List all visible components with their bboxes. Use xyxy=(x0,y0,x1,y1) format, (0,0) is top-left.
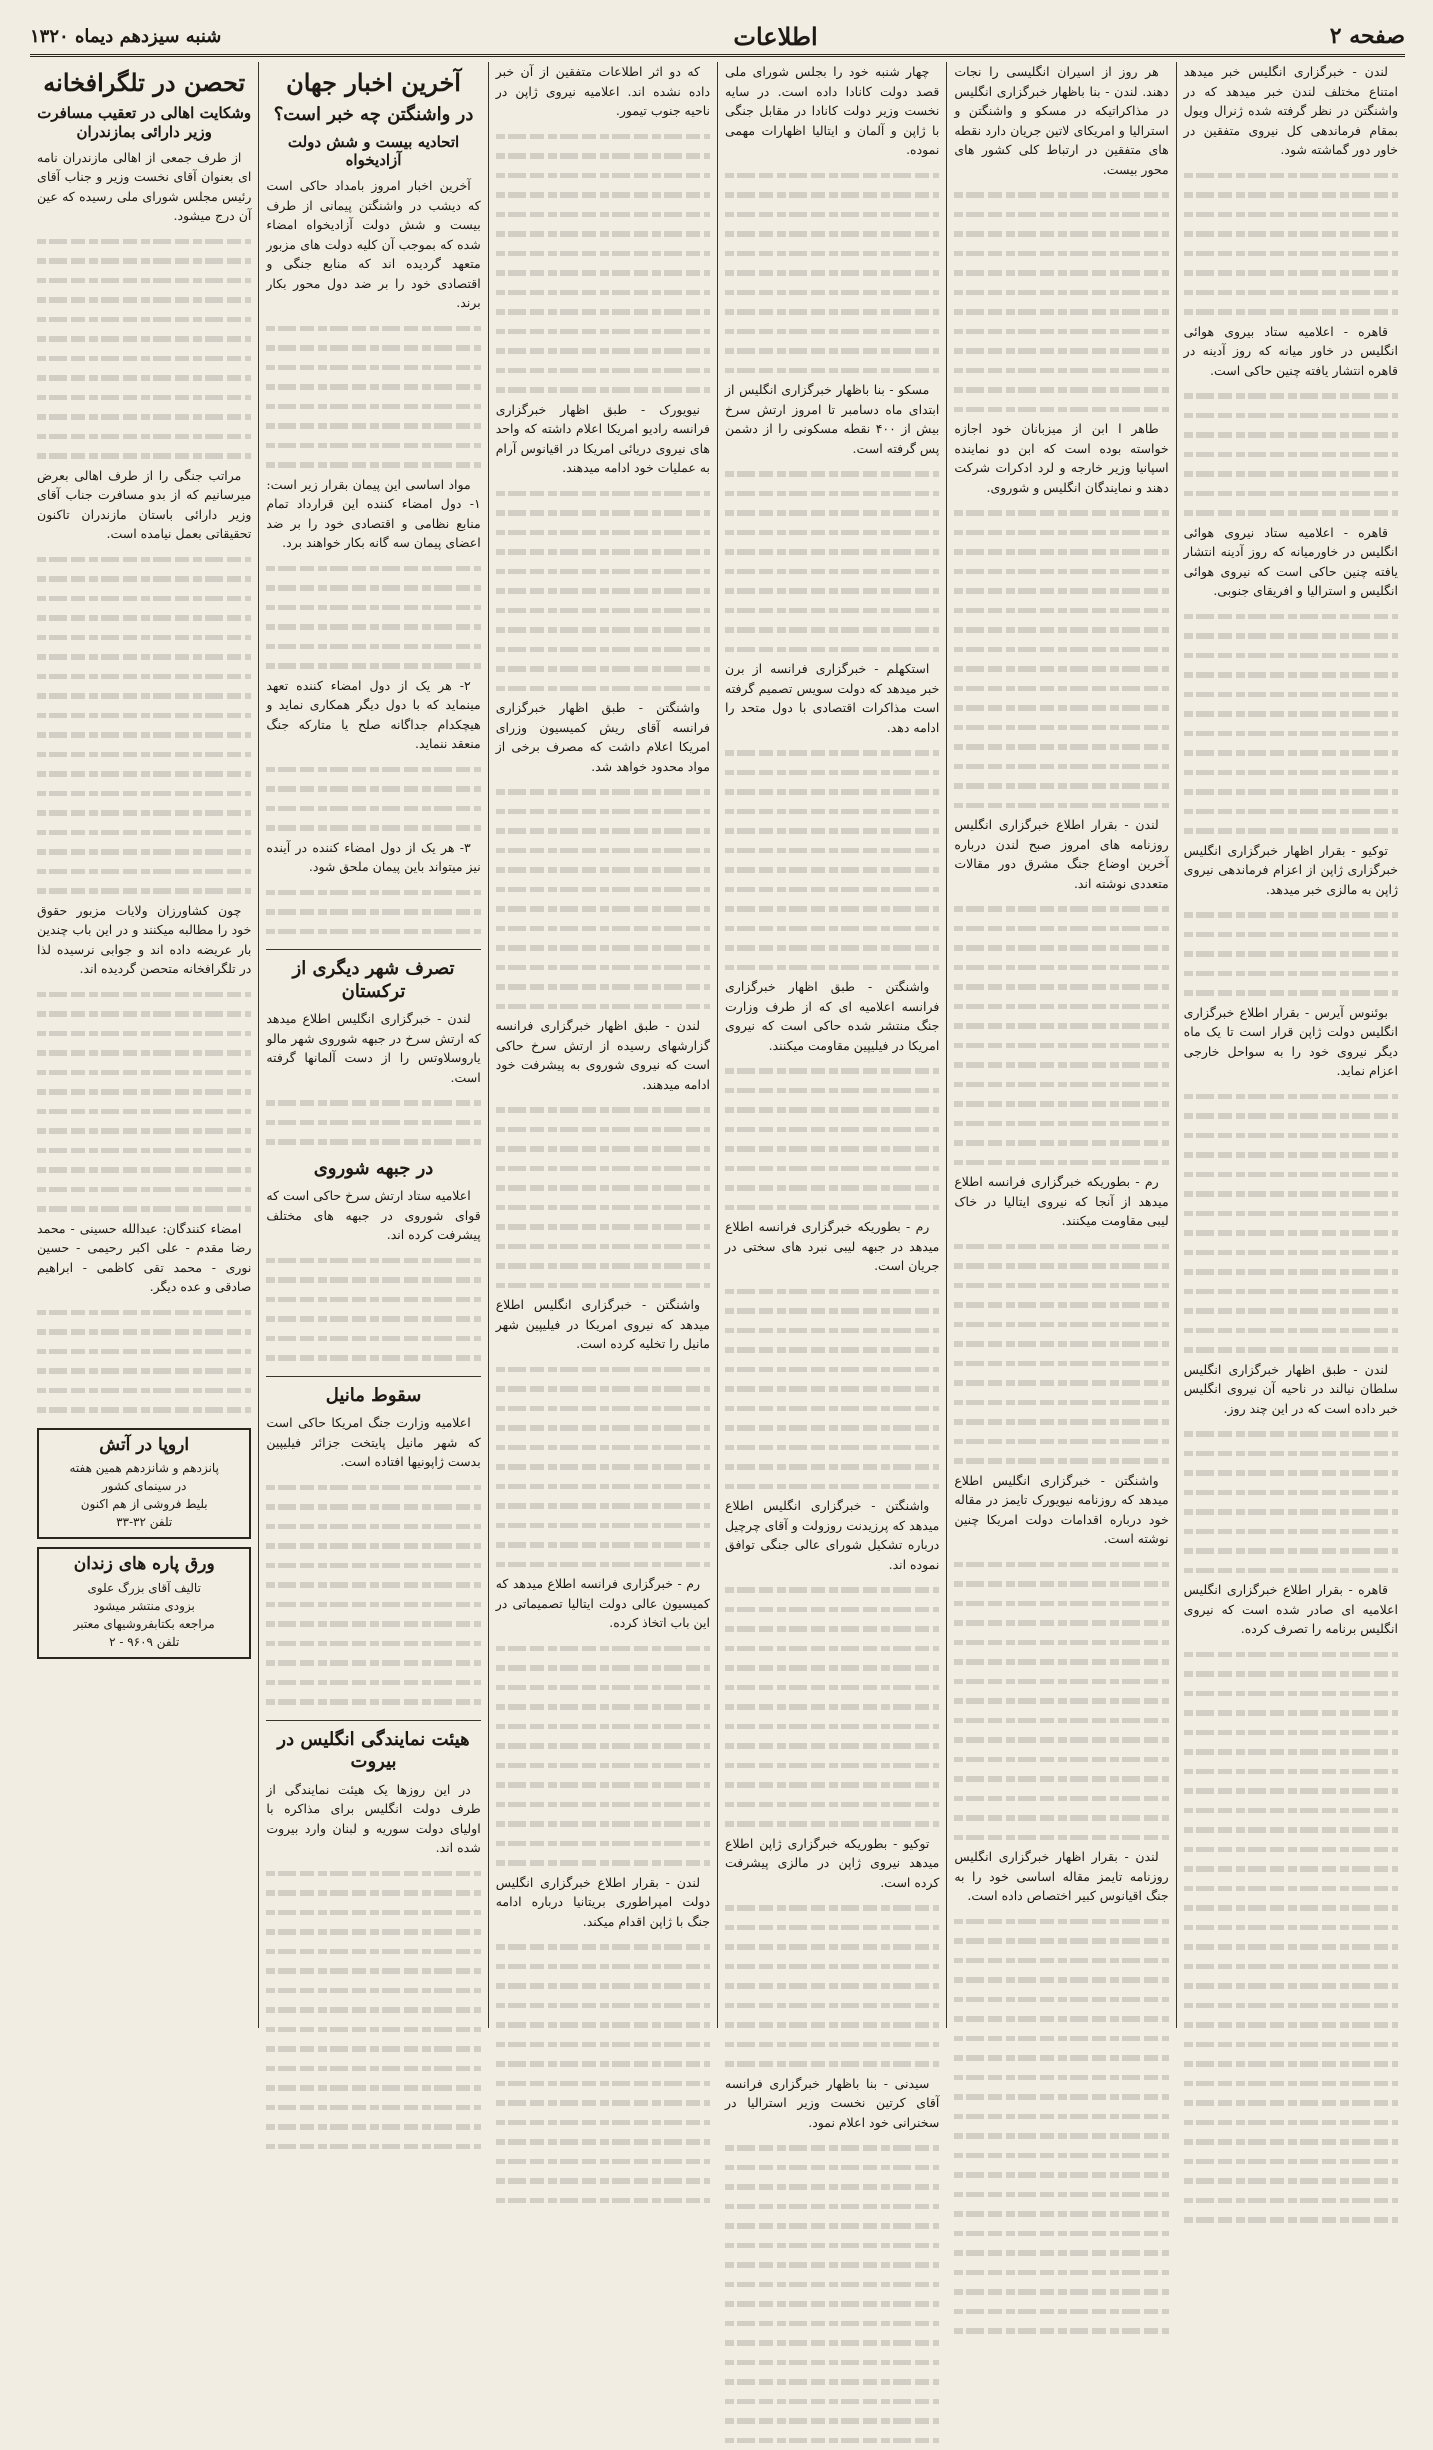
ad-europe-on-fire xyxy=(37,1428,251,1540)
article-paragraph: مسکو - بنا باظهار خبرگزاری انگلیس از ابتدای ماه دسامبر تا امروز ارتش سرخ بیش از ۴۰۰ نقطه مسکونی را از دشمن پس گرفته است. xyxy=(725,382,940,456)
ad-title: اروپا در آتش xyxy=(99,1434,190,1455)
article-paragraph: امضاء کنندگان: عبدالله حسینی - محمد رضا مقدم - علی اکبر رحیمی - حسین نوری - محمد تقی کاظمی - ابراهیم صادقی و عده دیگر. xyxy=(37,1220,252,1294)
article-paragraph: ۲- هر یک از دول امضاء کننده تعهد مینماید که با دول دیگر همکاری نماید و هیچکدام جداگانه صلح یا متارکه جنگ منعقد ننماید. xyxy=(266,677,481,751)
subheadline-turkestan: تصرف شهر دیگری از ترکستان xyxy=(292,958,455,1002)
column-4 xyxy=(488,62,717,2028)
subheadline-soviet-front: در جبهه شوروی xyxy=(313,1157,434,1179)
column-3 xyxy=(717,62,946,2130)
article-columns xyxy=(30,62,1405,2130)
ad-line: مراجعه بکتابفروشیهای معتبر xyxy=(73,1616,215,1631)
page-number: صفحه ۲ xyxy=(1329,23,1405,49)
subheadline-washington: در واشنگتن چه خبر است؟ xyxy=(273,104,474,125)
article-paragraph: اعلامیه ستاد ارتش سرخ حاکی است که قوای شوروی در جبهه های مختلف پیشرفت کرده اند. xyxy=(266,1188,481,1242)
article-paragraph: مواد اساسی این پیمان بقرار زیر است: ۱- دول امضاء کننده این قرارداد تمام منابع نظامی و اقتصادی خود را بر ضد اعضای پیمان سه گانه بکار خواهند برد. xyxy=(266,476,481,550)
article-paragraph: لندن - بقرار اظهار خبرگزاری انگلیس روزنامه تایمز مقاله اساسی خود را به جنگ اقیانوس کبیر اختصاص داده است. xyxy=(954,1849,1169,1903)
article-paragraph: واشنگتن - طبق اظهار خبرگزاری فرانسه اعلامیه ای که از طرف وزارت جنگ منتشر شده حاکی است که نیروی امریکا در فیلیپین مقاومت میکنند. xyxy=(725,979,940,1053)
article-paragraph: واشنگتن - خبرگزاری انگلیس اطلاع میدهد که روزنامه نیویورک تایمز در مقاله خود درباره اقدامات دولت امریکا چنین نوشته است. xyxy=(954,1472,1169,1546)
article-paragraph: لندن - خبرگزاری انگلیس اطلاع میدهد که ارتش سرخ در جبهه شوروی شهر مالو یاروسلاوتس را از دست آلمانها گرفته است. xyxy=(266,1011,481,1085)
ad-line: در سینمای کشور xyxy=(101,1479,187,1493)
subheadline-manila: سقوط مانیل xyxy=(325,1384,422,1406)
ad-line: بلیط فروشی از هم اکنون xyxy=(80,1497,208,1511)
article-paragraph: آخرین اخبار امروز بامداد حاکی است که دیشب در واشنگتن پیمانی از طرف بیست و شش دولت آزادیخواه امضاء شده که بموجب آن کلیه دولت های مزبور متعهد گردیده اند که منابع جنگی و اقتصادی خود را بر ضد دول محور بکار برند. xyxy=(266,178,481,310)
article-paragraph: لندن - خبرگزاری انگلیس خبر میدهد امتناع مختلف لندن خبر میدهد که در واشنگتن در نظر گرفته شده ژنرال ویول بمقام فرماندهی کل نیروی متفقین در خاور دور گماشته شود. xyxy=(1183,64,1398,157)
article-paragraph: در این روزها یک هیئت نمایندگی از طرف دولت انگلیس برای مذاکره با اولیای دولت سوریه و لبنان وارد بیروت شده اند. xyxy=(266,1781,481,1855)
ad-line: پانزدهم و شانزدهم همین هفته xyxy=(69,1461,219,1475)
article-paragraph: چون کشاورزان ولایات مزبور حقوق خود را مطالبه میکنند و در این باب چندین بار عریضه داده اند و جوابی نرسیده لذا در تلگرافخانه متحصن گردیده اند. xyxy=(37,902,252,976)
ad-title: ورق پاره های زندان xyxy=(73,1554,215,1574)
article-paragraph: قاهره - اعلامیه ستاد نیروی هوائی انگلیس در خاورمیانه که روز آدینه انتشار یافته چنین حاکی است که نیروی هوائی انگلیس و استرالیا و افریقای جنوبی. xyxy=(1183,524,1398,598)
article-paragraph: ۳- هر یک از دول امضاء کننده در آینده نیز میتواند باین پیمان ملحق شود. xyxy=(266,839,481,874)
ad-phone: تلفن ۳۲-۳۳ xyxy=(116,1515,173,1529)
article-paragraph: لندن - بقرار اطلاع خبرگزاری انگلیس روزنامه های امروز صبح لندن درباره آخرین اوضاع جنگ مشرق دور مقالات متعددی نوشته اند. xyxy=(954,817,1169,891)
article-paragraph: سیدنی - بنا باظهار خبرگزاری فرانسه آقای کرتین نخست وزیر استرالیا در سخنرانی خود اعلام نمود. xyxy=(725,2075,940,2130)
article-paragraph: استکهلم - خبرگزاری فرانسه از برن خبر میدهد که دولت سویس تصمیم گرفته است مذاکرات اقتصادی با دول متحد را ادامه دهد. xyxy=(725,661,940,735)
subheadline-beirut: هیئت نمایندگی انگلیس در بیروت xyxy=(277,1728,470,1772)
article-paragraph: از طرف جمعی از اهالی مازندران نامه ای بعنوان آقای نخست وزیر و جناب آقای رئیس مجلس شورای ملی رسیده که عین آن درج میشود. xyxy=(37,149,252,223)
article-paragraph: توکیو - بطوریکه خبرگزاری ژاپن اطلاع میدهد نیروی ژاپن در مالزی پیشرفت کرده است. xyxy=(725,1835,940,1890)
ad-phone: تلفن ۹۶۰۹ - ۲ xyxy=(109,1634,180,1649)
article-paragraph: لندن - طبق اظهار خبرگزاری انگلیس سلطان نیالند در ناحیه آن نیروی انگلیس خبر داده است که در این چند روز. xyxy=(1183,1361,1398,1416)
subheadline-complaints: وشکایت اهالی در تعقیب مسافرت وزیر دارائی بمازندران xyxy=(37,104,252,141)
article-paragraph: رم - خبرگزاری فرانسه اطلاع میدهد که کمیسیون عالی دولت ایتالیا تصمیماتی در این باب اتخاذ کرده. xyxy=(495,1576,711,1630)
article-paragraph: طاهر ا ابن از میزبانان خود اجازه خواسته بوده است که ابن دو نماینده اسپانیا وزیر خارجه و لرد ادکرات شرکت دهند و نمایندگان انگلیس و شوروی. xyxy=(954,421,1169,495)
article-paragraph: توکیو - بقرار اظهار خبرگزاری انگلیس خبرگزاری ژاپن از اعزام فرماندهی نیروی ژاپن به مالزی خبر میدهد. xyxy=(1183,842,1398,897)
column-2 xyxy=(946,62,1175,2028)
subheadline-alliance: اتحادیه بیست و شش دولت آزادیخواه xyxy=(287,132,460,170)
article-paragraph: لندن - طبق اظهار خبرگزاری فرانسه گزارشهای رسیده از ارتش سرخ حاکی است که نیروی شوروی به پیشرفت خود ادامه میدهند. xyxy=(495,1018,711,1092)
newspaper-title: اطلاعات xyxy=(733,21,818,51)
ad-line: تالیف آقای بزرگ علوی xyxy=(87,1580,201,1595)
column-6 xyxy=(30,62,258,2028)
article-paragraph: واشنگتن - طبق اظهار خبرگزاری فرانسه آقای ریش کمیسیون وزرای امریکا اعلام داشت که مصرف برخی از مواد محدود خواهد شد. xyxy=(495,700,711,774)
issue-date: شنبه سیزدهم دیماه ۱۳۲۰ xyxy=(30,25,222,47)
ad-line: بزودی منتشر میشود xyxy=(93,1598,195,1613)
article-paragraph: قاهره - بقرار اطلاع خبرگزاری انگلیس اعلامیه ای صادر شده است که نیروی انگلیس برنامه را تصرف کرده. xyxy=(1183,1582,1398,1636)
article-paragraph: واشنگتن - خبرگزاری انگلیس اطلاع میدهد که نیروی امریکا در فیلیپین شهر مانیل را تخلیه کرده است. xyxy=(495,1297,711,1351)
headline-world-news: آخرین اخبار جهان xyxy=(286,68,461,97)
article-paragraph: قاهره - اعلامیه ستاد بیروی هوائی انگلیس در خاور میانه که روز آدینه در قاهره انتشار یافته چنین حاکی است. xyxy=(1183,323,1398,378)
article-paragraph: چهار شنبه خود را بجلس شورای ملی قصد دولت کانادا داده است. در سایه نخست وزیر دولت کانادا در مقابل جنگی با ژاپن و آلمان و ایتالیا اظهارات مهمی نموده. xyxy=(725,64,940,157)
page-header xyxy=(30,18,1405,57)
article-paragraph: رم - بطوریکه خبرگزاری فرانسه اطلاع میدهد در جبهه لیبی نبرد های سختی در جریان است. xyxy=(725,1219,940,1273)
article-paragraph: لندن - بقرار اطلاع خبرگزاری انگلیس دولت امپراطوری بریتانیا درباره ادامه جنگ با ژاپن اقدام میکند. xyxy=(495,1874,711,1929)
column-5 xyxy=(258,62,487,2028)
headline-telegraph-sitin: تحصن در تلگرافخانه xyxy=(43,68,246,97)
column-1 xyxy=(1176,62,1405,2028)
article-paragraph: هر روز از اسیران انگلیسی را نجات دهند. لندن - بنا باظهار خبرگزاری انگلیس در مذاکراتیکه در مسکو و واشنگتن و استرالیا و امریکای لاتین جریان دارد نقطه های متفقین در ارتباط کلی کشور های محور بیست. xyxy=(954,64,1169,177)
article-paragraph: واشنگتن - خبرگزاری انگلیس اطلاع میدهد که پرزیدنت روزولت و آقای چرچیل درباره تشکیل شورای عالی جنگی توافق نموده اند. xyxy=(725,1498,940,1572)
article-paragraph: اعلامیه وزارت جنگ امریکا حاکی است که شهر مانیل پایتخت جزائر فیلیپین بدست ژاپونیها افتاده است. xyxy=(266,1415,481,1469)
article-paragraph: رم - بطوریکه خبرگزاری فرانسه اطلاع میدهد از آنجا که نیروی ایتالیا در خاک لیبی مقاومت میکنند. xyxy=(954,1174,1169,1228)
article-paragraph: بوئنوس آیرس - بقرار اطلاع خبرگزاری انگلیس دولت ژاپن قرار است تا یک ماه دیگر نیروی خود را به سواحل خارجی اعزام نماید. xyxy=(1183,1004,1398,1078)
article-paragraph: مراتب جنگی را از طرف اهالی بعرض میرسانیم که از بدو مسافرت جناب آقای وزیر دارائی باستان مازندران تاکنون تحقیقاتی بعمل نیامده است. xyxy=(37,467,252,541)
article-paragraph: نیویورک - طبق اظهار خبرگزاری فرانسه رادیو امریکا اعلام داشته که واحد های نیروی دریائی امریکا در اقیانوس آرام به عملیات خود ادامه میدهند. xyxy=(495,401,711,475)
article-paragraph: که دو اثر اطلاعات متفقین از آن خبر داده نشده اند. اعلامیه نیروی ژاپن در ناحیه جنوب تیمور. xyxy=(495,64,711,118)
ad-prison-papers xyxy=(37,1547,251,1659)
